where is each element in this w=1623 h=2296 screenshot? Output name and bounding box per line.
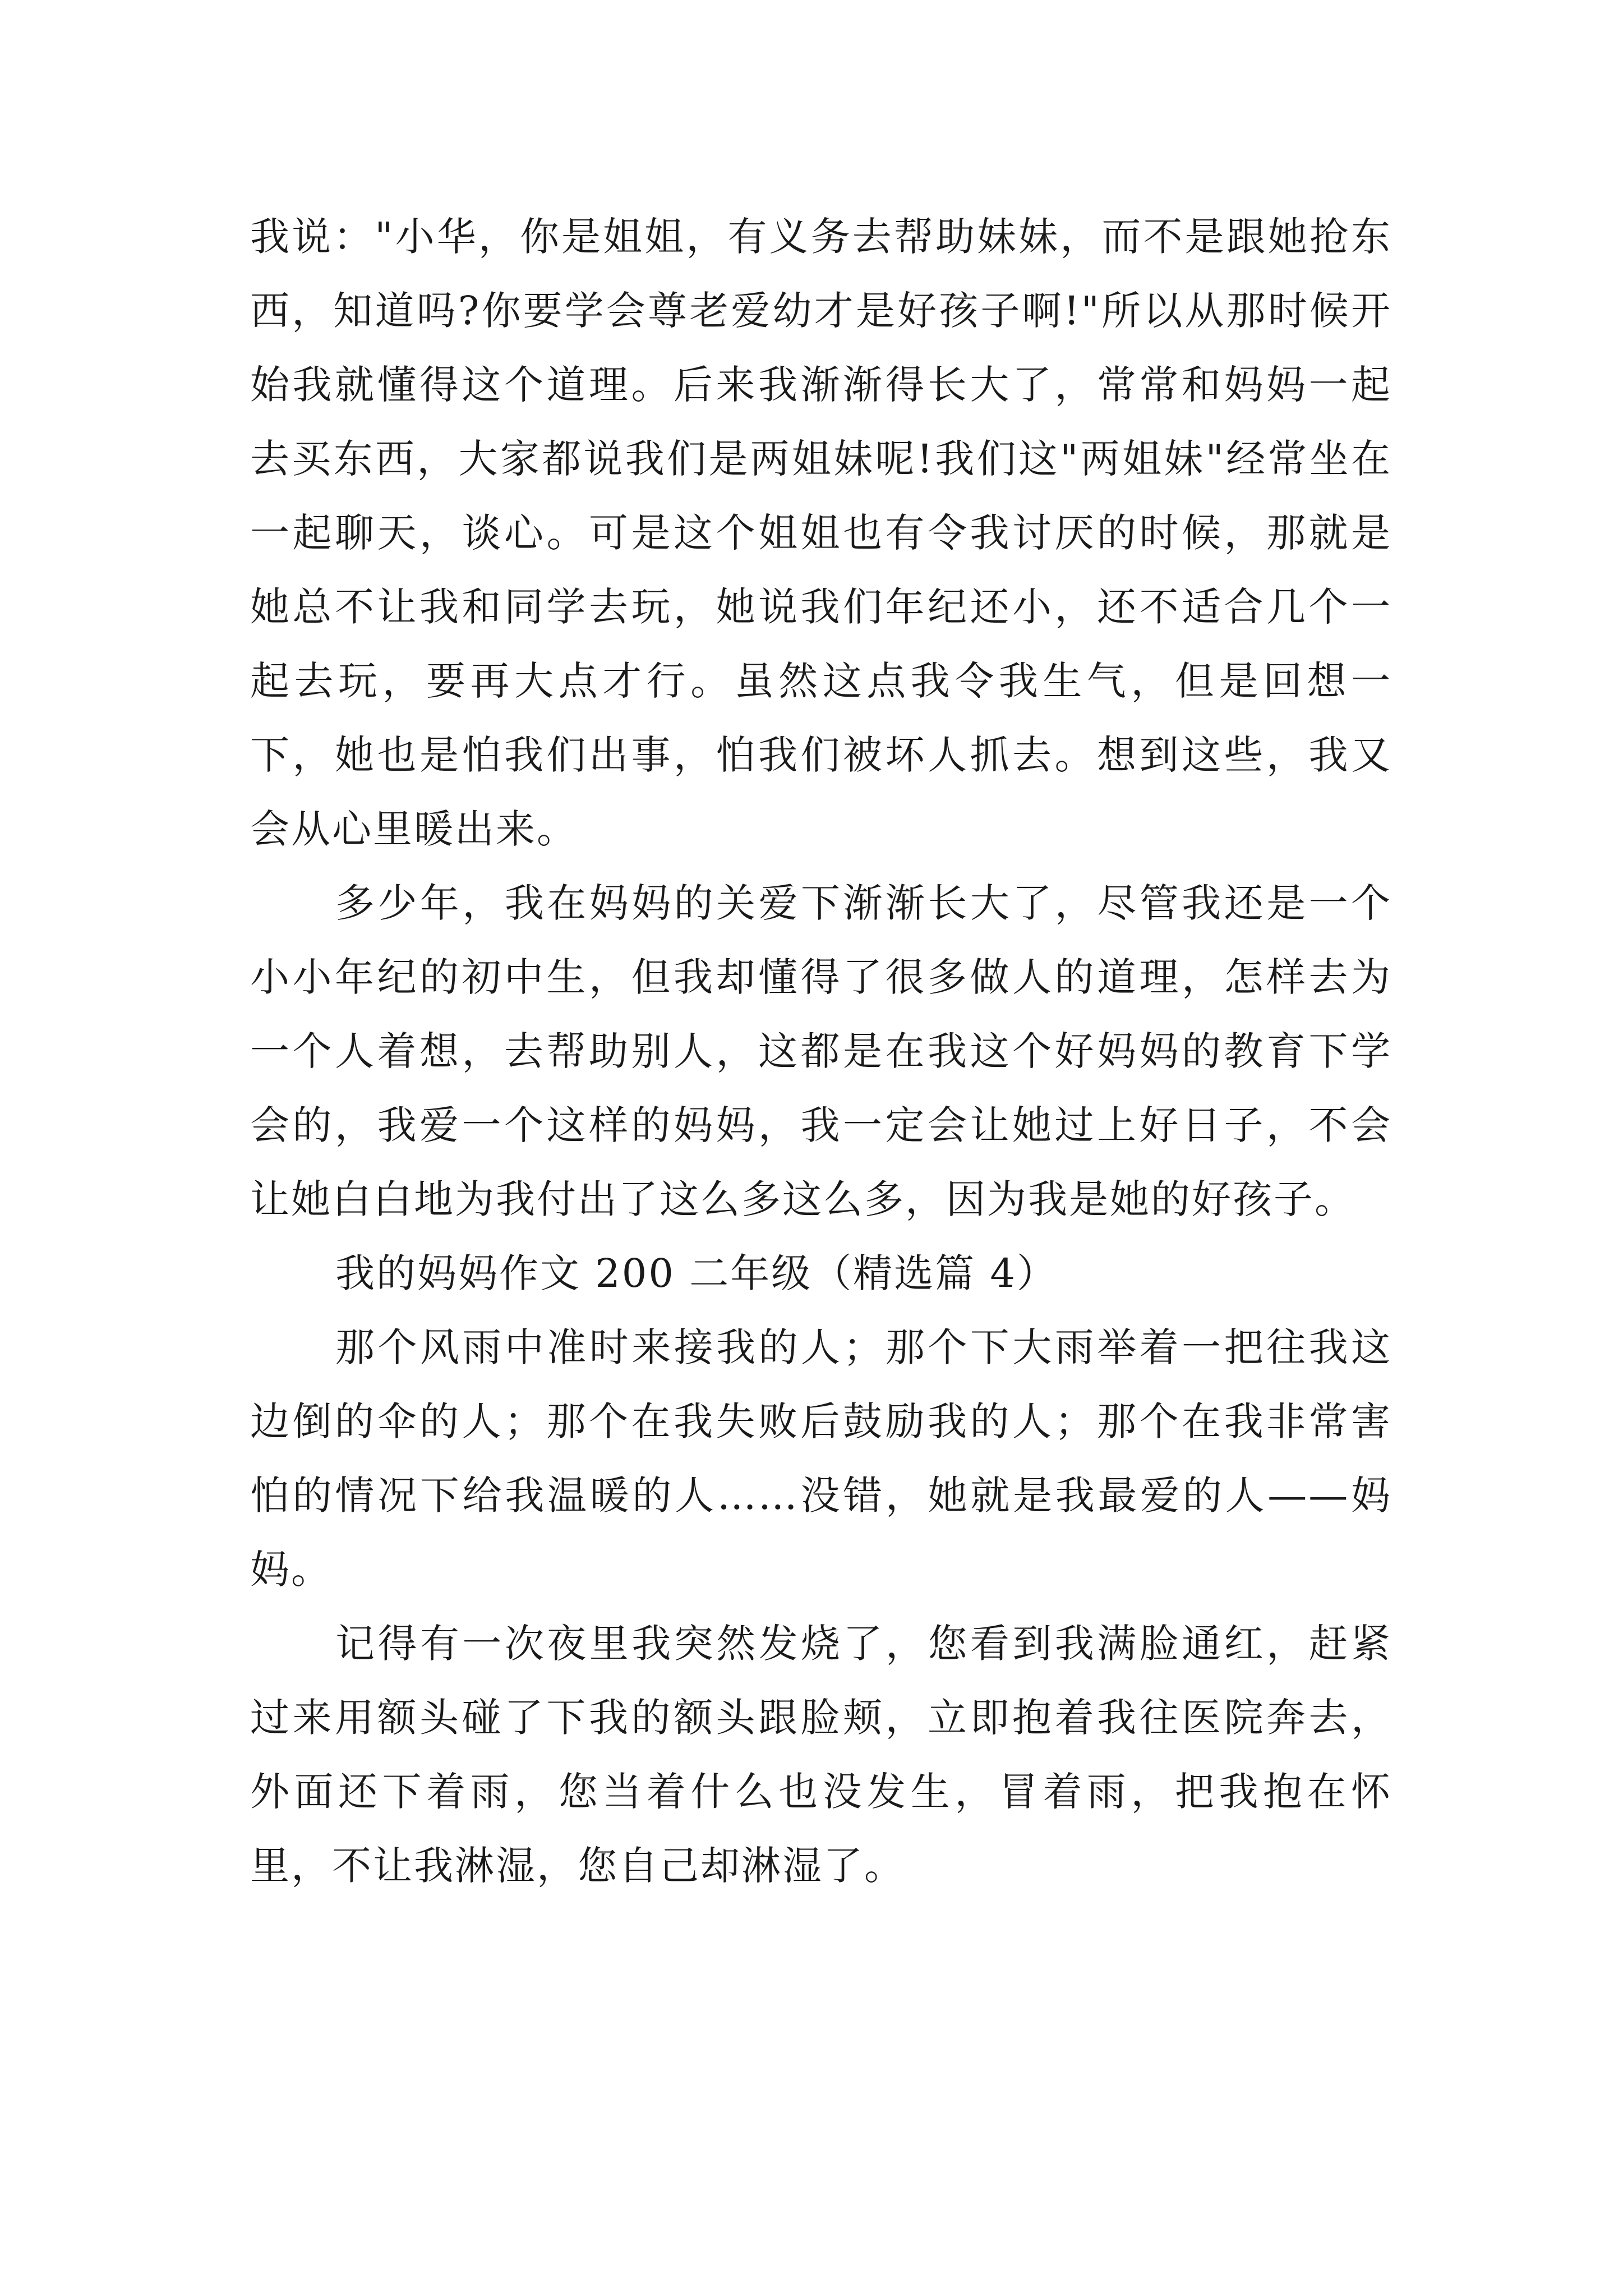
document-body — [250, 200, 1392, 1903]
section-heading: 我的妈妈作文 200 二年级（精选篇 4） — [335, 1250, 1058, 1296]
paragraph-1: 我说："小华，你是姐姐，有义务去帮助妹妹，而不是跟她抢东西，知道吗?你要学会尊老爱幼才是好孩子啊!"所以从那时候开始我就懂得这个道理。后来我渐渐得长大了，常常和妈妈一起去买东西，大家都说我们是两姐妹呢!我们这"两姐妹"经常坐在一起聊天，谈心。可是这个姐姐也有令我讨厌的时候，那就是她总不让我和同学去玩，她说我们年纪还小，还不适合几个一起去玩，要再大点才行。虽然这点我令我生气，但是回想一下，她也是怕我们出事，怕我们被坏人抓去。想到这些，我又会从心里暖出来。 — [250, 214, 1392, 852]
paragraph-4: 记得有一次夜里我突然发烧了，您看到我满脸通红，赶紧过来用额头碰了下我的额头跟脸颊，立即抱着我往医院奔去，外面还下着雨，您当着什么也没发生，冒着雨，把我抱在怀里，不让我淋湿，您自己却淋湿了。 — [250, 1621, 1392, 1889]
paragraph-2: 多少年，我在妈妈的关爱下渐渐长大了，尽管我还是一个小小年纪的初中生，但我却懂得了很多做人的道理，怎样去为一个人着想，去帮助别人，这都是在我这个好妈妈的教育下学会的，我爱一个这样的妈妈，我一定会让她过上好日子，不会让她白白地为我付出了这么多这么多，因为我是她的好孩子。 — [250, 880, 1392, 1222]
paragraph-3: 那个风雨中准时来接我的人；那个下大雨举着一把往我这边倒的伞的人；那个在我失败后鼓励我的人；那个在我非常害怕的情况下给我温暖的人……没错，她就是我最爱的人——妈妈。 — [250, 1324, 1392, 1593]
